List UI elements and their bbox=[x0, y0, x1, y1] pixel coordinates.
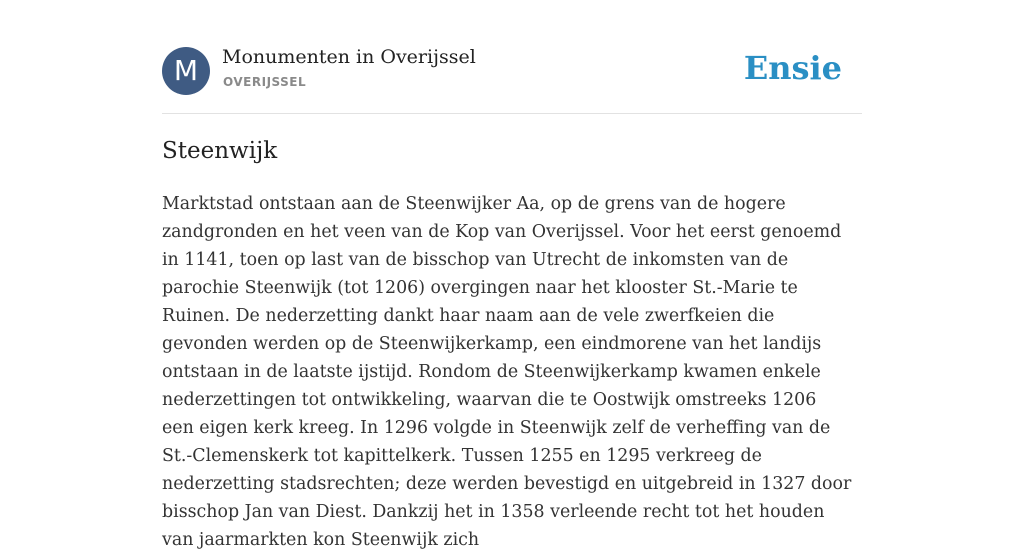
header bbox=[162, 46, 862, 96]
collection-subtitle[interactable]: OVERIJSSEL bbox=[223, 75, 307, 89]
avatar[interactable]: M bbox=[162, 47, 210, 95]
collection-title[interactable]: Monumenten in Overijssel bbox=[222, 46, 476, 68]
brand-logo[interactable]: Ensie bbox=[743, 49, 842, 87]
article-title: Steenwijk bbox=[162, 138, 278, 164]
article-body: Marktstad ontstaan aan de Steenwijker Aa, op de grens van de hogere zandgronden en het veen van de Kop van Overijssel. Voor het eerst genoemd in 1141, toen op last van de bisschop van Utrecht de inkomsten van de parochie Steenwijk (tot 1206) overgingen naar het klooster St.-Marie te Ruinen. De nederzetting dankt haar naam aan de vele zwerfkeien die gevonden werden op de Steenwijkerkamp, een eindmorene van het landijs ontstaan in de laatste ijstijd. Rondom de Steenwijkerkamp kwamen enkele nederzettingen tot ontwikkeling, waarvan die te Oostwijk omstreeks 1206 een eigen kerk kreeg. In 1296 volgde in Steenwijk zelf de verheffing van de St.-Clemenskerk tot kapittelkerk. Tussen 1255 en 1295 verkreeg de nederzetting stadsrechten; deze werden bevestigd en uitgebreid in 1327 door bisschop Jan van Diest. Dankzij het in 1358 verleende recht tot het houden van jaarmarkten kon Steenwijk zich bbox=[162, 194, 852, 550]
divider bbox=[162, 113, 862, 114]
